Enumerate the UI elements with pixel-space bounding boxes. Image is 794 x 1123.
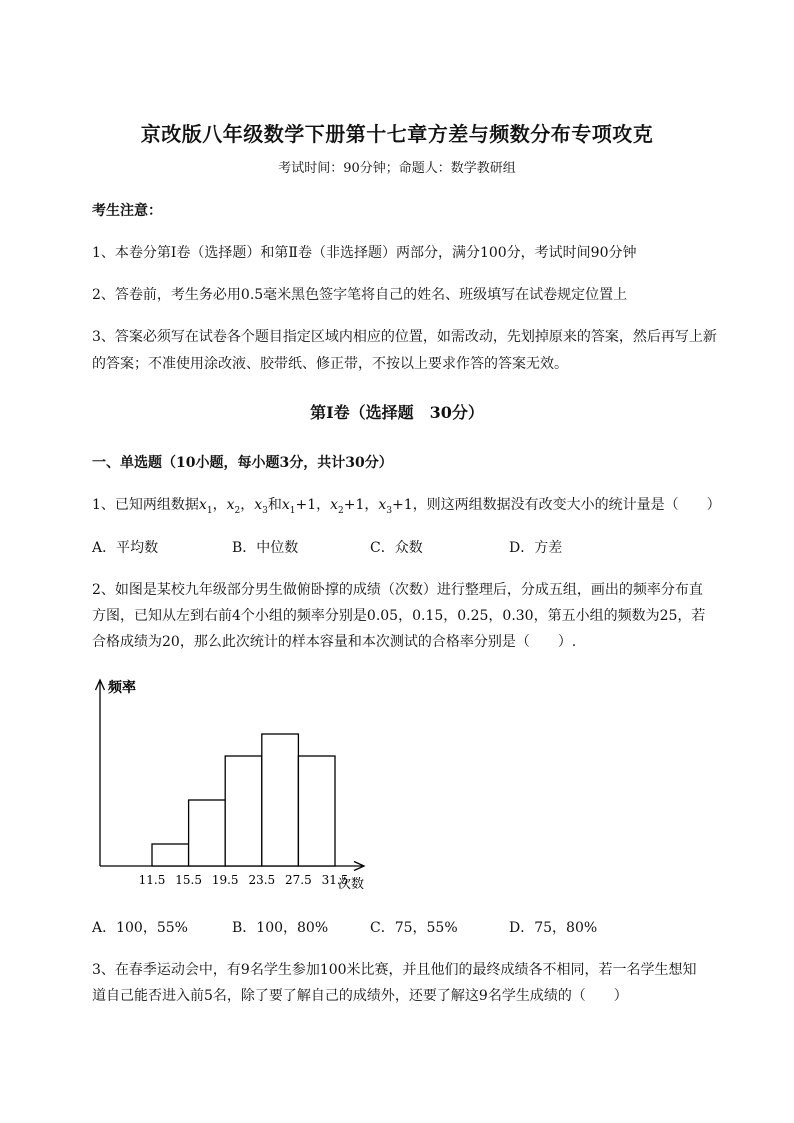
q1-option-a[interactable]: A．平均数 (92, 540, 159, 556)
comma: ， (212, 497, 227, 513)
sub-1b: 1 (289, 505, 296, 516)
tick-label-3: 19.5 (211, 873, 239, 887)
question-2-line-3: 合格成绩为20，那么此次统计的样本容量和本次测试的合格率分别是（ ）. (92, 634, 577, 650)
q1-option-b[interactable]: B．中位数 (232, 540, 299, 556)
sub-3b: 3 (386, 505, 393, 516)
histogram-bar-3 (225, 756, 262, 866)
notice-item-3-cont: 的答案；不准使用涂改液、胶带纸、修正带，不按以上要求作答的答案无效。 (92, 356, 568, 372)
var-x3b: x (378, 497, 387, 513)
plus-one: +1 (343, 497, 365, 513)
y-axis-label: 频率 (108, 680, 136, 696)
histogram-bar-1 (152, 844, 189, 866)
part-heading: 一、单选题（10小题，每小题3分，共计30分） (92, 455, 393, 471)
var-x1: x (198, 497, 207, 513)
question-2-line-2: 方图，已知从左到右前4个小组的频率分别是0.05，0.15，0.25，0.30，第五小组的频数为25，若 (92, 608, 706, 624)
comma: ， (316, 497, 331, 513)
var-x1b: x (281, 497, 290, 513)
tick-label-6: 31.5 (321, 873, 349, 887)
q1-option-d[interactable]: D．方差 (509, 540, 563, 556)
tick-label-5: 27.5 (285, 873, 312, 887)
notice-item-3: 3、答案必须写在试卷各个题目指定区域内相应的位置，如需改动，先划掉原来的答案，然后再写上新 (92, 329, 717, 345)
comma: ， (364, 497, 379, 513)
question-3-line-2: 道自己能否进入前5名，除了要了解自己的成绩外，还要了解这9名学生成绩的（ ） (92, 988, 628, 1004)
histogram-bar-2 (189, 800, 226, 866)
notice-item-1: 1、本卷分第I卷（选择题）和第Ⅱ卷（非选择题）两部分，满分100分，考试时间90分钟 (92, 245, 637, 261)
x-axis-label: 次数 (338, 877, 365, 892)
tick-label-2: 15.5 (175, 873, 202, 887)
q1-prefix: 1、已知两组数据 (92, 497, 199, 513)
histogram-tick-labels (139, 873, 349, 887)
question-2-line-1: 2、如图是某校九年级部分男生做俯卧撑的成绩（次数）进行整理后，分成五组，画出的频率分布直 (92, 582, 703, 598)
comma: ， (240, 497, 255, 513)
q1-option-c[interactable]: C．众数 (370, 540, 423, 556)
section-title: 第I卷（选择题 30分） (310, 403, 484, 422)
var-x2b: x (330, 497, 339, 513)
paper-subtitle: 考试时间：90分钟；命题人：数学教研组 (278, 161, 516, 176)
question-3-line-1: 3、在春季运动会中，有9名学生参加100米比赛，并且他们的最终成绩各不相同，若一名学生想知 (92, 962, 697, 978)
q2-option-b[interactable]: B．100，80% (232, 920, 329, 936)
histogram-bars (152, 734, 335, 866)
var-x3: x (254, 497, 263, 513)
and-word: 和 (267, 497, 282, 513)
paper-title: 京改版八年级数学下册第十七章方差与频数分布专项攻克 (140, 122, 654, 146)
notice-item-2: 2、答卷前，考生务必用0.5毫米黑色签字笔将自己的姓名、班级填写在试卷规定位置上 (92, 287, 628, 303)
plus-one: +1 (392, 497, 413, 513)
q1-suffix: ，则这两组数据没有改变大小的统计量是（ ） (412, 497, 721, 513)
sub-2: 2 (234, 505, 241, 516)
q2-option-d[interactable]: D．75，80% (509, 920, 598, 936)
histogram-bar-5 (298, 756, 335, 866)
tick-label-1: 11.5 (138, 873, 166, 887)
plus-one: +1 (295, 497, 317, 513)
q2-option-c[interactable]: C．75，55% (370, 920, 458, 936)
histogram-bar-4 (262, 734, 299, 866)
var-x2: x (226, 497, 235, 513)
sub-3: 3 (262, 505, 268, 516)
sub-2b: 2 (338, 505, 344, 516)
sub-1: 1 (206, 505, 213, 516)
notice-heading: 考生注意： (92, 203, 162, 219)
tick-label-4: 23.5 (248, 873, 276, 887)
q2-option-a[interactable]: A．100，55% (92, 920, 188, 936)
